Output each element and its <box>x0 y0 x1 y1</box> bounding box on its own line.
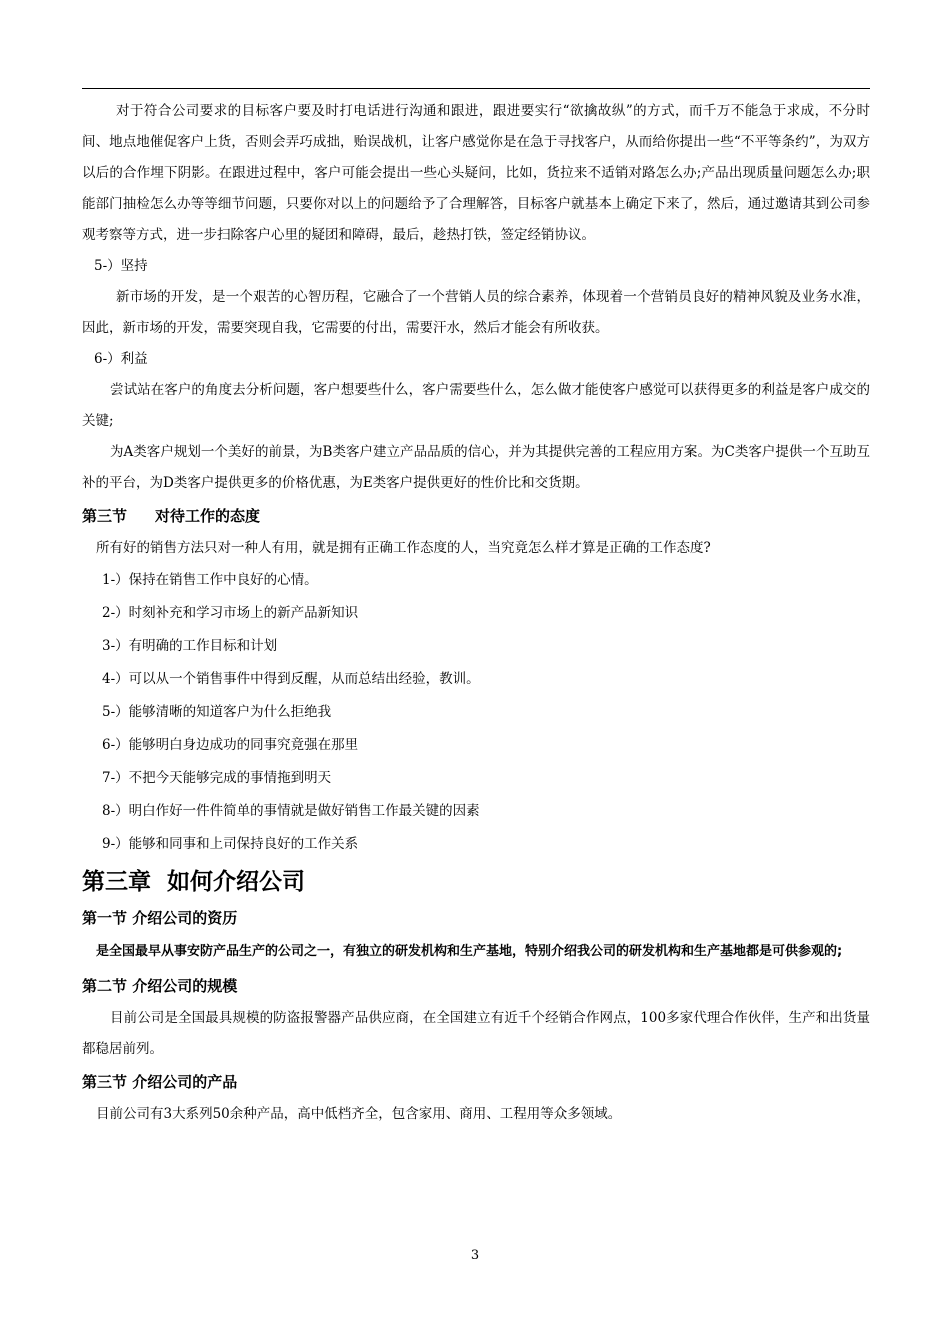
list-item-benefit: 6-）利益 <box>94 351 148 367</box>
list-item: 1-）保持在销售工作中良好的心情。 <box>102 572 318 588</box>
section-heading-attitude <box>82 499 870 533</box>
paragraph-products: 目前公司有3大系列50余种产品，高中低档齐全，包含家用、商用、工程用等众多领域。 <box>96 1106 622 1122</box>
list-item: 6-）能够明白身边成功的同事究竟强在那里 <box>102 737 359 753</box>
section-title: 对待工作的态度 <box>155 507 261 525</box>
chapter-heading <box>82 863 870 901</box>
chapter-number: 第三章 <box>82 869 151 895</box>
header-rule <box>82 88 870 89</box>
list-item: 5-）能够清晰的知道客户为什么拒绝我 <box>102 704 332 720</box>
section-heading-qualification: 第一节 介绍公司的资历 <box>82 909 238 927</box>
paragraph-scale: 目前公司是全国最具规模的防盗报警器产品供应商，在全国建立有近千个经销合作网点，100多家代理合作伙伴，生产和出货量都稳居前列。 <box>82 1010 870 1057</box>
paragraph-customer-view: 尝试站在客户的角度去分析问题，客户想要些什么，客户需要些什么，怎么做才能使客户感觉可以获得更多的利益是客户成交的关键; <box>82 382 870 429</box>
chapter-title: 如何介绍公司 <box>167 869 305 895</box>
list-item: 8-）明白作好一件件简单的事情就是做好销售工作最关键的因素 <box>102 803 480 819</box>
list-item: 7-）不把今天能够完成的事情拖到明天 <box>102 770 332 786</box>
document-page <box>82 96 870 1130</box>
section-heading-products: 第三节 介绍公司的产品 <box>82 1073 238 1091</box>
paragraph-attitude-intro: 所有好的销售方法只对一种人有用，就是拥有正确工作态度的人，当究竟怎么样才算是正确的工作态度? <box>96 540 711 556</box>
paragraph-qualification: 是全国最早从事安防产品生产的公司之一，有独立的研发机构和生产基地，特别介绍我公司的研发机构和生产基地都是可供参观的; <box>96 944 843 959</box>
list-item: 2-）时刻补充和学习市场上的新产品新知识 <box>102 605 359 621</box>
paragraph-customer-classes: 为A类客户规划一个美好的前景，为B类客户建立产品品质的信心，并为其提供完善的工程应用方案。为C类客户提供一个互助互补的平台，为D类客户提供更多的价格优惠，为E类客户提供更好的性价比和交货期。 <box>82 444 870 491</box>
list-item: 4-）可以从一个销售事件中得到反醒，从而总结出经验，教训。 <box>102 671 480 687</box>
list-item-persistence: 5-）坚持 <box>94 258 148 274</box>
list-item: 3-）有明确的工作目标和计划 <box>102 638 278 654</box>
paragraph-follow-up: 对于符合公司要求的目标客户要及时打电话进行沟通和跟进，跟进要实行“欲擒故纵”的方式，而千万不能急于求成，不分时间、地点地催促客户上货，否则会弄巧成拙，贻误战机，让客户感觉你是在急于寻找客户，从而给你提出一些“不平等条约”，为双方以后的合作埋下阴影。在跟进过程中，客户可能会提出一些心头疑问，比如，货拉来不适销对路怎么办;产品出现质量问题怎么办;职能部门抽检怎么办等等细节问题，只要你对以上的问题给予了合理解答，目标客户就基本上确定下来了，然后，通过邀请其到公司参观考察等方式，进一步扫除客户心里的疑团和障碍，最后，趁热打铁，签定经销协议。 <box>82 103 870 243</box>
section-heading-scale: 第二节 介绍公司的规模 <box>82 977 238 995</box>
page-number: 3 <box>470 1248 480 1263</box>
paragraph-new-market: 新市场的开发，是一个艰苦的心智历程，它融合了一个营销人员的综合素养，体现着一个营销员良好的精神风貌及业务水准，因此，新市场的开发，需要突现自我，它需要的付出，需要汗水，然后才能会有所收获。 <box>82 289 870 336</box>
section-number: 第三节 <box>82 507 128 525</box>
attitude-list <box>82 564 870 861</box>
list-item: 9-）能够和同事和上司保持良好的工作关系 <box>102 836 359 852</box>
